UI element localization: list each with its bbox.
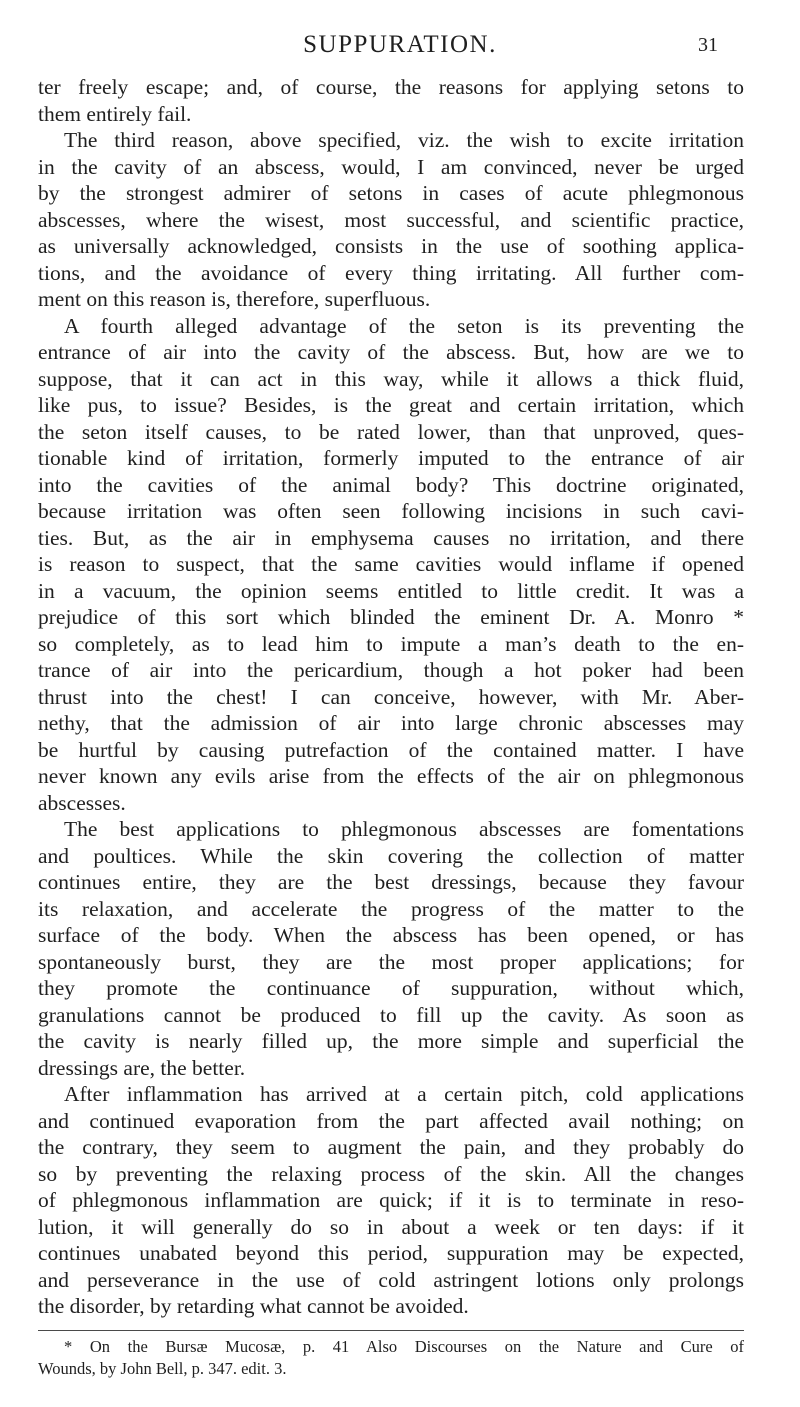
- text-line: suppose, that it can act in this way, while it allows a thick fluid,: [38, 366, 744, 391]
- text-line: in a vacuum, the opinion seems entitled to little credit. It was a: [38, 578, 744, 603]
- text-line: and continued evaporation from the part affected avail nothing; on: [38, 1108, 744, 1133]
- text-line: After inflammation has arrived at a certain pitch, cold applications: [64, 1082, 744, 1106]
- text-line: be hurtful by causing putrefaction of the contained matter. I have: [38, 737, 744, 762]
- text-line: they promote the continuance of suppuration, without which,: [38, 976, 744, 1000]
- text-line: nethy, that the admission of air into large chronic abscesses may: [38, 711, 744, 735]
- text-line: as universally acknowledged, consists in the use of soothing applica-: [38, 234, 744, 258]
- text-line: so by preventing the relaxing process of the skin. All the changes: [38, 1161, 744, 1186]
- text-line: spontaneously burst, they are the most proper applications; for: [38, 949, 744, 974]
- text-line: by the strongest admirer of setons in cases of acute phlegmonous: [38, 181, 744, 205]
- text-line: like pus, to issue? Besides, is the great and certain irritation, which: [38, 393, 744, 417]
- text-line: never known any evils arise from the effects of the air on phlegmonous: [38, 764, 744, 788]
- text-line: into the cavities of the animal body? This doctrine originated,: [38, 472, 744, 497]
- footnote-divider: [38, 1330, 744, 1331]
- text-line: tionable kind of irritation, formerly imputed to the entrance of air: [38, 446, 744, 470]
- text-line: so completely, as to lead him to impute a man’s death to the en-: [38, 631, 744, 656]
- text-line: is reason to suspect, that the same cavities would inflame if opened: [38, 552, 744, 576]
- text-line: and poultices. While the skin covering the collection of matter: [38, 843, 744, 868]
- footnote-line: * On the Bursæ Mucosæ, p. 41 Also Discourses on the Nature and Cure of: [64, 1337, 744, 1356]
- text-line: lution, it will generally do so in about a week or ten days: if it: [38, 1214, 744, 1239]
- text-line: abscesses, where the wisest, most successful, and scientific practice,: [38, 207, 744, 232]
- body-text: [38, 74, 744, 1320]
- text-line: ties. But, as the air in emphysema causes no irritation, and there: [38, 525, 744, 550]
- text-line: because irritation was often seen following incisions in such cavi-: [38, 499, 744, 523]
- text-line: ment on this reason is, therefore, superfluous.: [38, 287, 431, 311]
- running-head: [0, 30, 800, 60]
- text-line: the cavity is nearly filled up, the more simple and superficial the: [38, 1029, 744, 1053]
- text-line: prejudice of this sort which blinded the eminent Dr. A. Monro *: [38, 605, 744, 629]
- text-line: surface of the body. When the abscess has been opened, or has: [38, 923, 744, 947]
- footnote-line: Wounds, by John Bell, p. 347. edit. 3.: [38, 1359, 287, 1378]
- text-line: continues unabated beyond this period, suppuration may be expected,: [38, 1241, 744, 1265]
- text-line: of phlegmonous inflammation are quick; if it is to terminate in reso-: [38, 1188, 744, 1212]
- text-line: granulations cannot be produced to fill up the cavity. As soon as: [38, 1002, 744, 1027]
- text-line: trance of air into the pericardium, though a hot poker had been: [38, 658, 744, 682]
- text-line: The best applications to phlegmonous abscesses are fomentations: [64, 817, 744, 841]
- text-line: the seton itself causes, to be rated lower, than that unproved, ques-: [38, 419, 744, 444]
- text-line: ter freely escape; and, of course, the reasons for applying setons to: [38, 75, 744, 99]
- text-line: abscesses.: [38, 790, 126, 815]
- text-line: thrust into the chest! I can conceive, however, with Mr. Aber-: [38, 684, 744, 709]
- text-line: its relaxation, and accelerate the progress of the matter to the: [38, 896, 744, 921]
- text-line: the contrary, they seem to augment the pain, and they probably do: [38, 1135, 744, 1159]
- text-line: them entirely fail.: [38, 101, 192, 126]
- text-line: the disorder, by retarding what cannot be avoided.: [38, 1294, 469, 1318]
- text-line: entrance of air into the cavity of the abscess. But, how are we to: [38, 340, 744, 364]
- text-line: tions, and the avoidance of every thing irritating. All further com-: [38, 260, 744, 285]
- footnote: [38, 1336, 744, 1380]
- page-number: 31: [698, 34, 718, 56]
- text-line: in the cavity of an abscess, would, I am convinced, never be urged: [38, 154, 744, 179]
- text-line: and perseverance in the use of cold astringent lotions only prolongs: [38, 1267, 744, 1292]
- running-title: SUPPURATION.: [303, 31, 497, 58]
- text-line: continues entire, they are the best dressings, because they favour: [38, 870, 744, 894]
- text-line: A fourth alleged advantage of the seton is its preventing the: [64, 313, 744, 338]
- text-line: The third reason, above specified, viz. the wish to excite irritation: [64, 128, 744, 152]
- text-line: dressings are, the better.: [38, 1055, 246, 1080]
